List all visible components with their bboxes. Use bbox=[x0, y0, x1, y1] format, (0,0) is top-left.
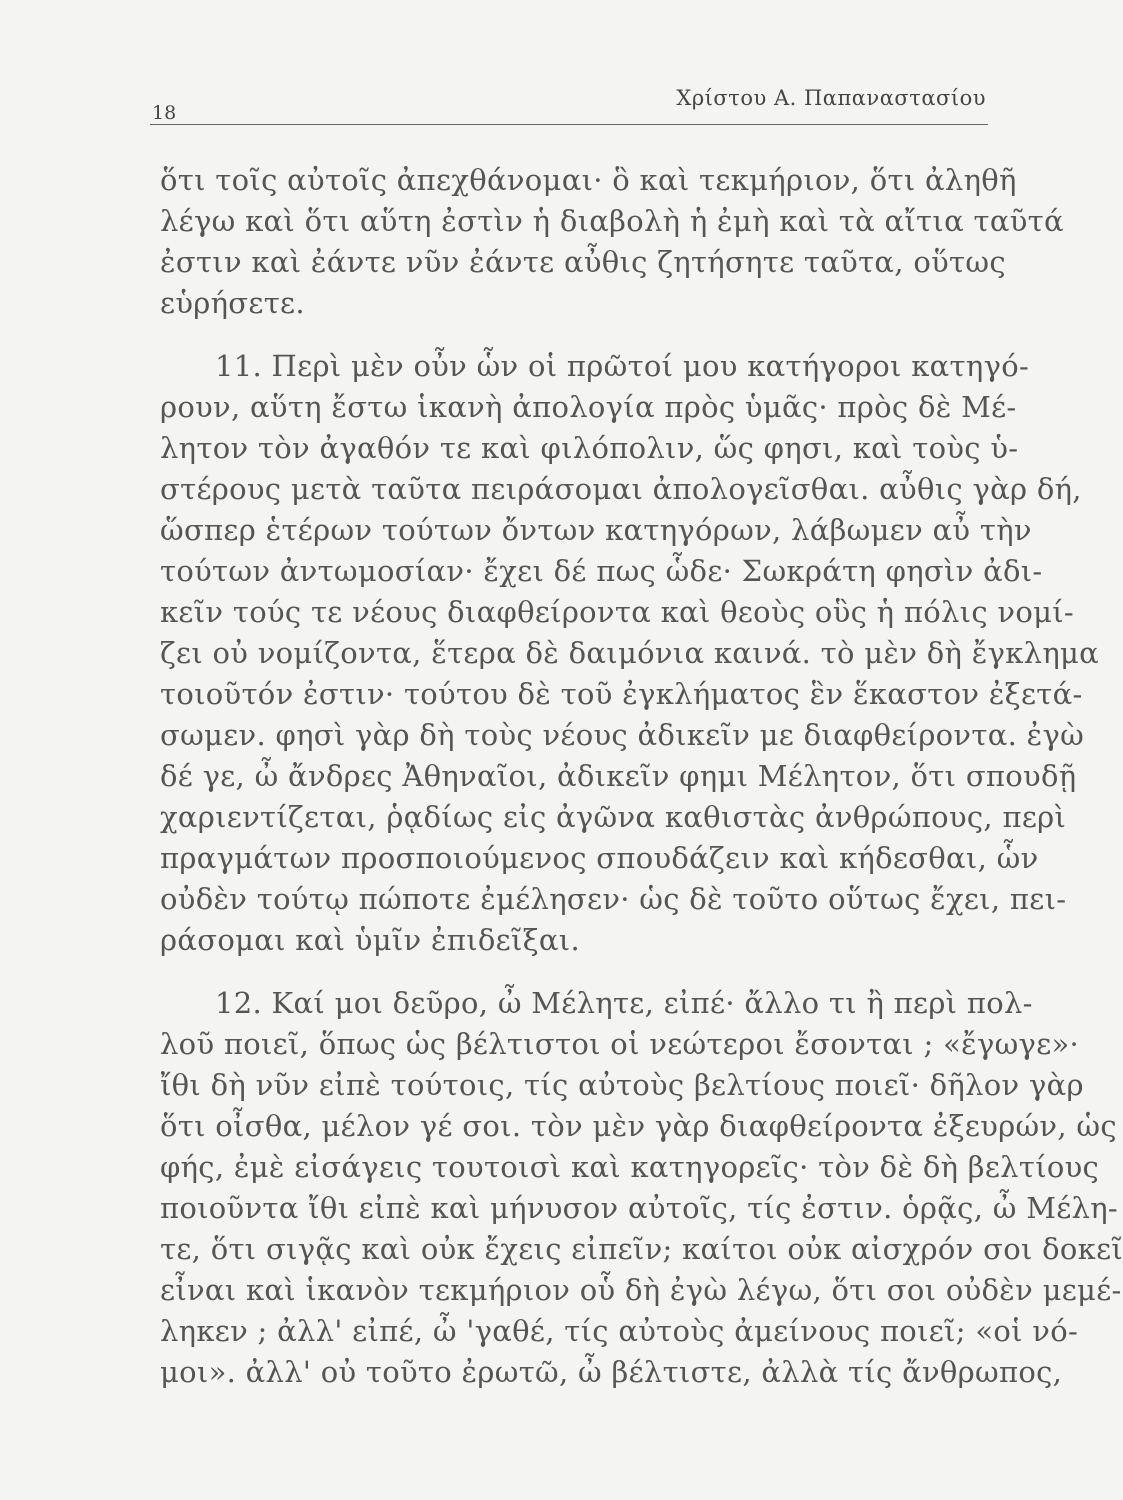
text-line: ποιοῦντα ἴθι εἰπὲ καὶ μήνυσον αὐτοῖς, τίς ἐστιν. ὁρᾷς, ὦ Μέλη- bbox=[160, 1191, 1118, 1225]
text-line: ζει οὐ νομίζοντα, ἕτερα δὲ δαιμόνια καινά. τὸ μὲν δὴ ἔγκλημα bbox=[160, 636, 1100, 670]
text-line: ράσομαι καὶ ὑμῖν ἐπιδεῖξαι. bbox=[160, 923, 580, 957]
text-line: κεῖν τούς τε νέους διαφθείροντα καὶ θεοὺς οὓς ἡ πόλις νομί- bbox=[160, 595, 1075, 629]
header-rule bbox=[150, 124, 988, 125]
text-line: τούτων ἀντωμοσίαν· ἔχει δέ πως ὧδε· Σωκράτη φησὶν ἀδι- bbox=[160, 554, 1043, 588]
text-line: φής, ἐμὲ εἰσάγεις τουτοισὶ καὶ κατηγορεῖς· τὸν δὲ δὴ βελτίους bbox=[160, 1150, 1100, 1184]
section-11-start: 11. Περὶ μὲν οὖν ὧν οἱ πρῶτοί μου κατήγοροι κατηγό- bbox=[215, 349, 1030, 383]
text-line: ρουν, αὕτη ἔστω ἱκανὴ ἀπολογία πρὸς ὑμᾶς· πρὸς δὲ Μέ- bbox=[160, 390, 1017, 424]
text-line: στέρους μετὰ ταῦτα πειράσομαι ἀπολογεῖσθαι. αὖθις γὰρ δή, bbox=[160, 472, 1082, 506]
text-line: τοιοῦτόν ἐστιν· τούτου δὲ τοῦ ἐγκλήματος ἓν ἕκαστον ἐξετά- bbox=[160, 677, 1083, 711]
running-head: Χρίστου Α. Παπαναστασίου bbox=[676, 86, 986, 110]
text-line: ὥσπερ ἑτέρων τούτων ὄντων κατηγόρων, λάβωμεν αὖ τὴν bbox=[160, 513, 1032, 547]
text-line: εἶναι καὶ ἱκανὸν τεκμήριον οὗ δὴ ἐγὼ λέγω, ὅτι σοι οὐδὲν μεμέ- bbox=[160, 1273, 1122, 1307]
text-line: ἴθι δὴ νῦν εἰπὲ τούτοις, τίς αὐτοὺς βελτίους ποιεῖ· δῆλον γὰρ bbox=[160, 1068, 1084, 1102]
text-line: ληκεν ; ἀλλ' εἰπέ, ὦ 'γαθέ, τίς αὐτοὺς ἀμείνους ποιεῖ; «οἱ νό- bbox=[160, 1314, 1079, 1348]
text-line: λοῦ ποιεῖ, ὅπως ὡς βέλτιστοι οἱ νεώτεροι ἔσονται ; «ἔγωγε»· bbox=[160, 1027, 1080, 1061]
text-line: ὅτι οἶσθα, μέλον γέ σοι. τὸν μὲν γὰρ διαφθείροντα ἐξευρών, ὡς bbox=[160, 1109, 1117, 1143]
text-line: λέγω καὶ ὅτι αὕτη ἐστὶν ἡ διαβολὴ ἡ ἐμὴ καὶ τὰ αἴτια ταῦτά bbox=[160, 204, 1064, 238]
body-text bbox=[160, 160, 1123, 1393]
text-line: σωμεν. φησὶ γὰρ δὴ τοὺς νέους ἀδικεῖν με διαφθείροντα. ἐγὼ bbox=[160, 718, 1085, 752]
text-line: μοι». ἀλλ' οὐ τοῦτο ἐρωτῶ, ὦ βέλτιστε, ἀλλὰ τίς ἄνθρωπος, bbox=[160, 1355, 1063, 1389]
text-line: τε, ὅτι σιγᾷς καὶ οὐκ ἔχεις εἰπεῖν; καίτοι οὐκ αἰσχρόν σοι δοκεῖ bbox=[160, 1232, 1123, 1266]
section-12-start: 12. Καί μοι δεῦρο, ὦ Μέλητε, εἰπέ· ἄλλο τι ἢ περὶ πολ- bbox=[215, 986, 1033, 1020]
text-line: δέ γε, ὦ ἄνδρες Ἀθηναῖοι, ἀδικεῖν φημι Μέλητον, ὅτι σπουδῇ bbox=[160, 759, 1077, 793]
page-number: 18 bbox=[152, 102, 177, 124]
text-line: εὑρήσετε. bbox=[160, 286, 305, 320]
text-line: λητον τὸν ἀγαθόν τε καὶ φιλόπολιν, ὥς φησι, καὶ τοὺς ὑ- bbox=[160, 431, 1019, 465]
text-line: οὐδὲν τούτῳ πώποτε ἐμέλησεν· ὡς δὲ τοῦτο οὕτως ἔχει, πει- bbox=[160, 882, 1067, 916]
text-line: πραγμάτων προσποιούμενος σπουδάζειν καὶ κήδεσθαι, ὧν bbox=[160, 841, 1039, 875]
text-line: ὅτι τοῖς αὐτοῖς ἀπεχθάνομαι· ὃ καὶ τεκμήριον, ὅτι ἀληθῆ bbox=[160, 163, 1017, 197]
text-line: ἐστιν καὶ ἐάντε νῦν ἐάντε αὖθις ζητήσητε ταῦτα, οὕτως bbox=[160, 245, 1006, 279]
text-line: χαριεντίζεται, ῥᾳδίως εἰς ἀγῶνα καθιστὰς ἀνθρώπους, περὶ bbox=[160, 800, 1067, 834]
